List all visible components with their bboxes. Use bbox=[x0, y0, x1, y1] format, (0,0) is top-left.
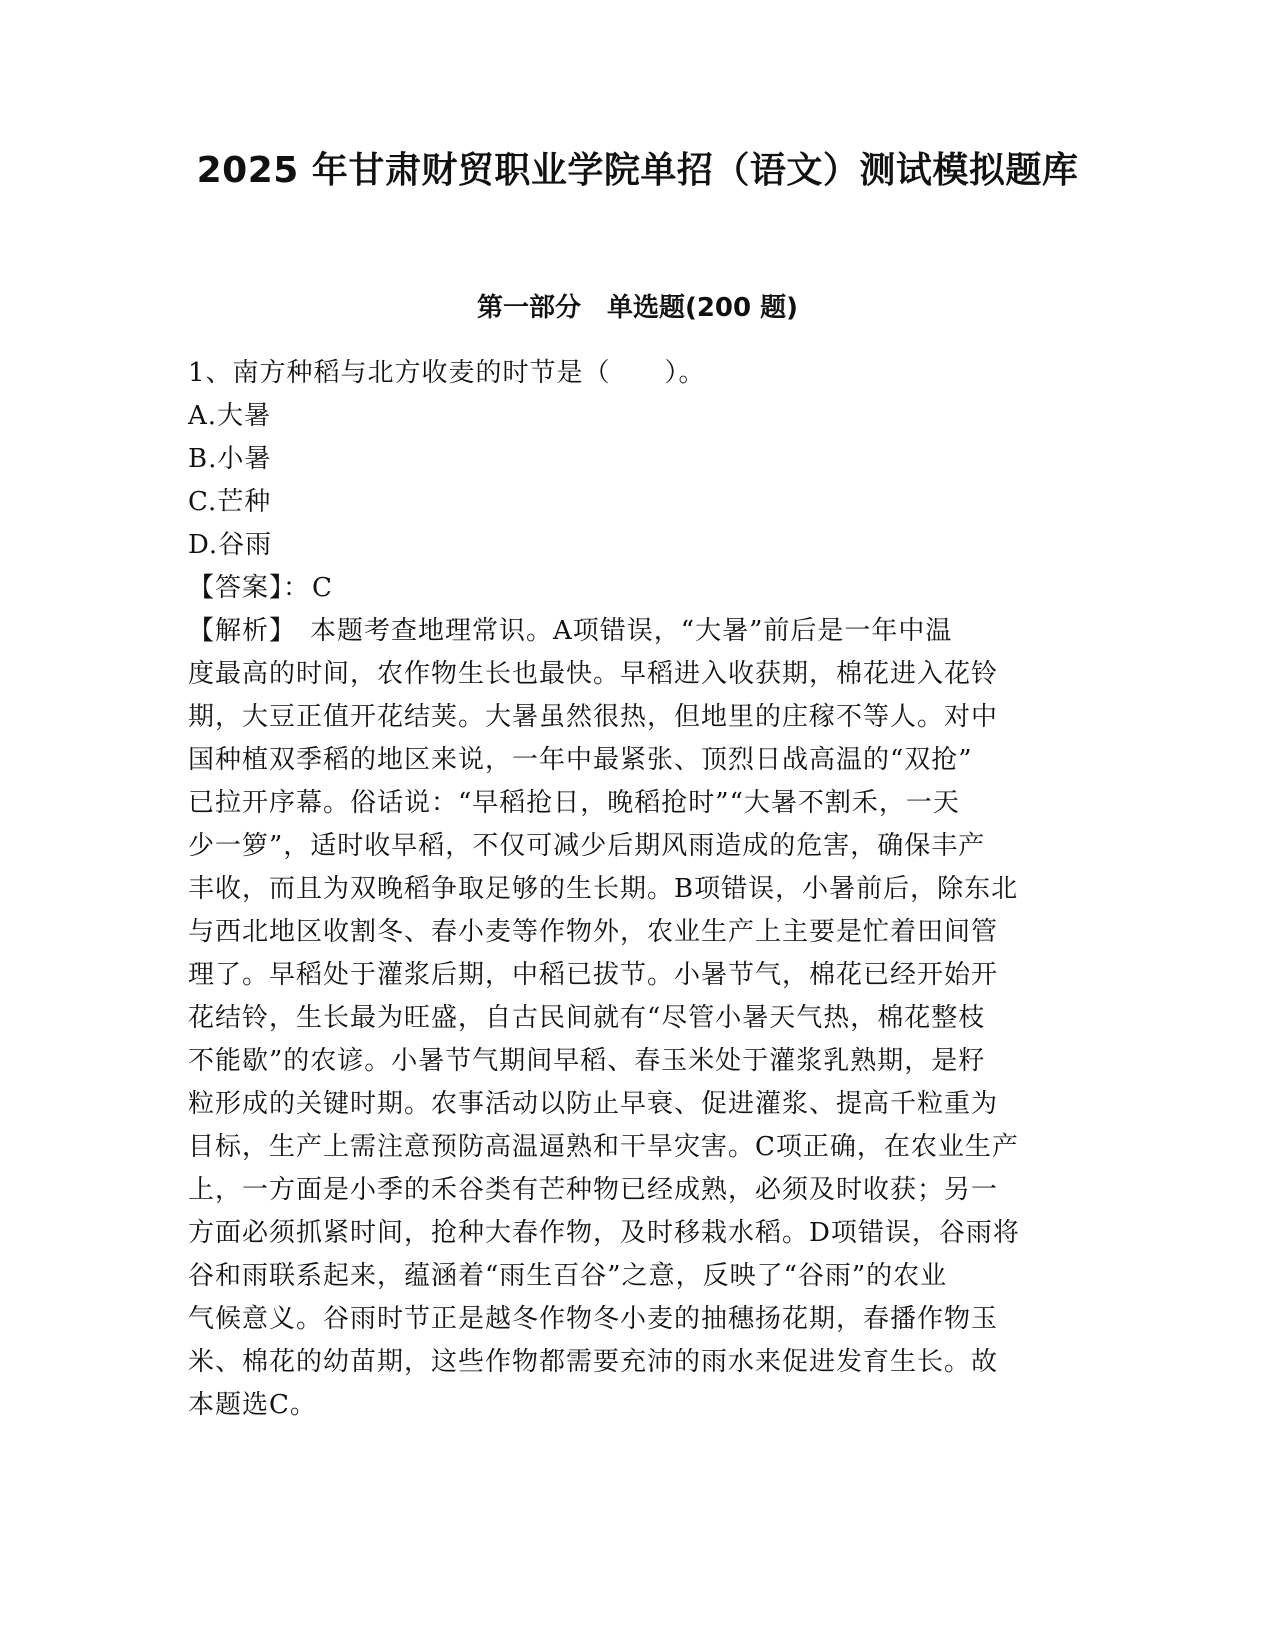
document-title: 2025 年甘肃财贸职业学院单招（语文）测试模拟题库 bbox=[196, 150, 1079, 191]
question-stem: 1、南方种稻与北方收麦的时节是（ ）。 bbox=[188, 358, 706, 388]
analysis-line: 度最高的时间，农作物生长也最快。早稻进入收获期，棉花进入花铃 bbox=[188, 659, 999, 689]
analysis-line: 国种植双季稻的地区来说，一年中最紧张、顶烈日战高温的“双抢” bbox=[188, 745, 973, 775]
analysis-line: 上，一方面是小季的禾谷类有芒种物已经成熟，必须及时收获；另一 bbox=[188, 1175, 999, 1205]
analysis-line: 米、棉花的幼苗期，这些作物都需要充沛的雨水来促进发育生长。故 bbox=[188, 1347, 999, 1377]
option-c: C.芒种 bbox=[188, 487, 272, 517]
option-a: A.大暑 bbox=[188, 401, 272, 431]
question-block bbox=[188, 352, 1088, 1427]
option-d: D.谷雨 bbox=[188, 530, 273, 560]
analysis-line: 期，大豆正值开花结荚。大暑虽然很热，但地里的庄稼不等人。对中 bbox=[188, 702, 999, 732]
analysis-line: 目标，生产上需注意预防高温逼熟和干旱灾害。C项正确，在农业生产 bbox=[188, 1132, 1019, 1162]
analysis-line: 谷和雨联系起来，蕴涵着“雨生百谷”之意，反映了“谷雨”的农业 bbox=[188, 1261, 948, 1291]
analysis-line: 粒形成的关键时期。农事活动以防止早衰、促进灌浆、提高千粒重为 bbox=[188, 1089, 999, 1119]
analysis-line: 丰收，而且为双晚稻争取足够的生长期。B项错误，小暑前后，除东北 bbox=[188, 874, 1019, 904]
analysis-line: 已拉开序幕。俗话说：“早稻抢日，晚稻抢时”“大暑不割禾，一天 bbox=[188, 788, 960, 818]
analysis-line: 不能歇”的农谚。小暑节气期间早稻、春玉米处于灌浆乳熟期，是籽 bbox=[188, 1046, 986, 1076]
analysis-line: 本题选C。 bbox=[188, 1390, 317, 1420]
analysis-line: 气候意义。谷雨时节正是越冬作物冬小麦的抽穗扬花期，春播作物玉 bbox=[188, 1304, 999, 1334]
answer-label: 【答案】： bbox=[188, 573, 311, 603]
analysis-line: 方面必须抓紧时间，抢种大春作物，及时移栽水稻。D项错误，谷雨将 bbox=[188, 1218, 1020, 1248]
answer-line bbox=[188, 567, 1088, 610]
analysis-line: 【解析】 本题考查地理常识。A项错误，“大暑”前后是一年中温 bbox=[188, 616, 953, 646]
analysis-line: 理了。早稻处于灌浆后期，中稻已拔节。小暑节气，棉花已经开始开 bbox=[188, 960, 999, 990]
answer-value: C bbox=[312, 573, 333, 603]
analysis-line: 与西北地区收割冬、春小麦等作物外，农业生产上主要是忙着田间管 bbox=[188, 917, 999, 947]
option-b: B.小暑 bbox=[188, 444, 272, 474]
section-title: 第一部分 单选题(200 题) bbox=[476, 293, 799, 323]
analysis-line: 花结铃，生长最为旺盛，自古民间就有“尽管小暑天气热，棉花整枝 bbox=[188, 1003, 986, 1033]
analysis-line: 少一箩”，适时收早稻，不仅可减少后期风雨造成的危害，确保丰产 bbox=[188, 831, 986, 861]
